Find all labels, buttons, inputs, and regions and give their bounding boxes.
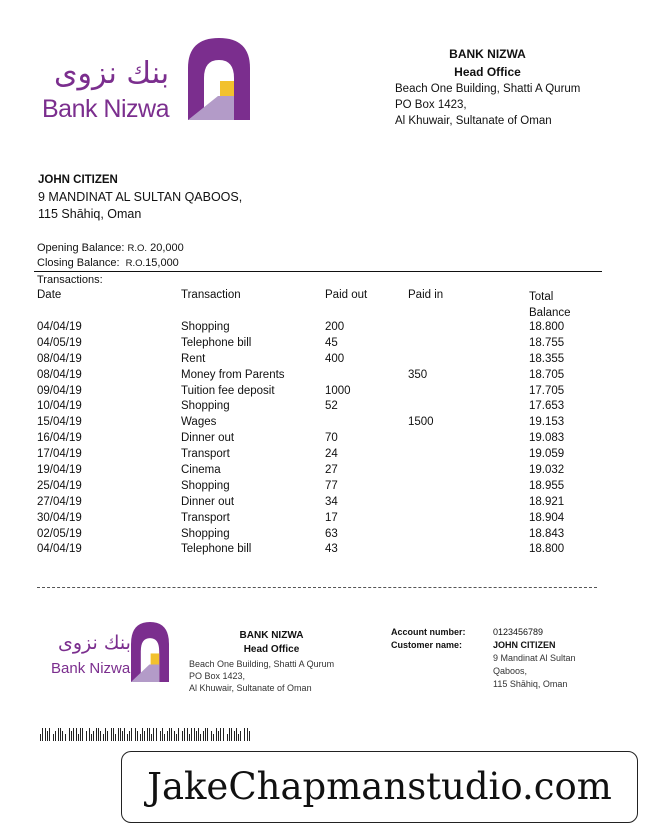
barcode-bar: [216, 728, 217, 741]
table-row: [37, 464, 609, 480]
cell-balance: 19.153: [529, 416, 565, 429]
barcode-bar: [118, 728, 119, 741]
cell-paid-out: 45: [325, 336, 338, 349]
barcode-bar: [120, 728, 121, 741]
cell-date: 02/05/19: [37, 527, 82, 540]
barcode-bar: [144, 731, 145, 741]
barcode-bar: [247, 728, 248, 741]
barcode-bar: [236, 728, 237, 741]
barcode-bar: [211, 731, 212, 741]
cell-date: 15/04/19: [37, 416, 82, 429]
tear-off-divider: [37, 587, 597, 588]
barcode-bar: [127, 734, 128, 741]
barcode-bar: [160, 731, 161, 741]
footer-bank-logo: [50, 622, 170, 684]
barcode-bar: [53, 734, 54, 741]
table-row: [37, 369, 609, 385]
logo-arch-mark: [188, 38, 250, 120]
barcode-bar: [42, 728, 43, 741]
barcode-bar: [213, 734, 214, 741]
table-row: [37, 543, 609, 559]
cell-date: 09/04/19: [37, 384, 82, 397]
barcode-bar: [171, 728, 172, 741]
table-row: [37, 400, 609, 416]
barcode-bar: [137, 731, 138, 741]
barcode-bar: [71, 731, 72, 741]
footer-customer-name: JOHN CITIZEN: [493, 640, 556, 650]
footer-customer-block: [493, 639, 576, 691]
table-row: [37, 385, 609, 401]
cell-transaction: Shopping: [181, 400, 230, 413]
cell-transaction: Shopping: [181, 527, 230, 540]
transactions-title: Transactions:: [37, 274, 103, 286]
customer-name-label: Customer name:: [391, 640, 463, 650]
footer-logo-english-text: Bank Nizwa: [51, 660, 131, 677]
bank-address-line: PO Box 1423,: [395, 99, 467, 111]
header-total: Total: [529, 291, 554, 303]
cell-paid-out: 1000: [325, 384, 351, 397]
footer-customer-address-line: Qaboos,: [493, 666, 528, 676]
balance-block: [37, 241, 184, 271]
customer-address-line: 115 Shāhiq, Oman: [38, 207, 142, 221]
cell-balance: 19.059: [529, 448, 565, 461]
barcode-bar: [207, 728, 208, 741]
cell-balance: 19.083: [529, 432, 565, 445]
table-row: [37, 480, 609, 496]
cell-paid-out: 70: [325, 432, 338, 445]
footer-customer-address-line: 9 Mandinat Al Sultan: [493, 653, 576, 663]
cell-paid-out: [325, 369, 408, 385]
barcode-bar: [189, 734, 190, 741]
barcode-bar: [240, 731, 241, 741]
cell-balance: 17.705: [529, 384, 565, 397]
cell-date: 08/04/19: [37, 368, 82, 381]
barcode-bar: [203, 731, 204, 741]
cell-paid-out: 34: [325, 495, 338, 508]
barcode-bar: [149, 728, 150, 741]
bank-logo: [40, 38, 255, 128]
closing-balance-value: 15,000: [145, 257, 179, 269]
cell-balance: 18.955: [529, 479, 565, 492]
customer-address-line: 9 MANDINAT AL SULTAN QABOOS,: [38, 190, 243, 204]
cell-balance: 18.921: [529, 495, 565, 508]
barcode-bar: [111, 728, 112, 741]
table-row: [37, 528, 609, 544]
cell-paid-in: [408, 321, 529, 337]
customer-block: [38, 172, 242, 223]
cell-date: 30/04/19: [37, 511, 82, 524]
cell-balance: 18.904: [529, 511, 565, 524]
footer-bank-address-line: Beach One Building, Shatti A Qurum: [189, 659, 335, 669]
barcode-bar: [45, 728, 46, 741]
table-row: [37, 321, 609, 337]
header-date: Date: [37, 289, 62, 301]
watermark-banner: [121, 751, 638, 823]
cell-paid-in: [408, 337, 529, 353]
opening-balance-label: Opening Balance:: [37, 242, 125, 254]
cell-paid-in: [408, 512, 529, 528]
account-number-label: Account number:: [391, 627, 466, 637]
barcode-bar: [73, 728, 74, 741]
logo-english-text: Bank Nizwa: [42, 95, 169, 123]
barcode-bar: [194, 728, 195, 741]
cell-balance: 18.355: [529, 352, 565, 365]
cell-paid-out: [325, 416, 408, 432]
header-total-balance: [529, 289, 609, 321]
barcode-bar: [164, 734, 165, 741]
cell-date: 08/04/19: [37, 352, 82, 365]
table-row: [37, 337, 609, 353]
cell-transaction: Wages: [181, 416, 217, 429]
cell-paid-in: [408, 464, 529, 480]
barcode-bar: [227, 734, 228, 741]
cell-balance: 18.705: [529, 368, 565, 381]
barcode-bar: [223, 728, 224, 741]
footer-customer-address-line: 115 Shāhiq, Oman: [493, 679, 568, 689]
cell-transaction: Telephone bill: [181, 543, 252, 556]
cell-transaction: Shopping: [181, 321, 230, 333]
footer-logo-arch-mark: [131, 622, 169, 682]
table-row: [37, 448, 609, 464]
opening-balance-value: 20,000: [150, 242, 184, 254]
barcode-bar: [91, 734, 92, 741]
barcode-bar: [147, 728, 148, 741]
footer-bank-office: Head Office: [243, 644, 300, 655]
cell-balance: 18.800: [529, 321, 565, 333]
barcode-bar: [238, 734, 239, 741]
cell-transaction: Transport: [181, 511, 230, 524]
transactions-body: [37, 321, 609, 559]
barcode-bar: [198, 728, 199, 741]
customer-name: JOHN CITIZEN: [38, 174, 118, 186]
barcode-bar: [80, 728, 81, 741]
cell-paid-in: [408, 448, 529, 464]
barcode-bar: [162, 728, 163, 741]
barcode-bar: [231, 728, 232, 741]
table-row: [37, 353, 609, 369]
bank-header: [395, 46, 595, 129]
cell-transaction: Dinner out: [181, 495, 235, 508]
closing-balance-currency: R.O.: [125, 258, 146, 269]
barcode-bar: [244, 728, 245, 741]
account-number-value: 0123456789: [493, 627, 544, 637]
barcode-bar: [55, 731, 56, 741]
barcode-bar: [169, 728, 170, 741]
closing-balance: [37, 256, 184, 271]
cell-paid-out: 52: [325, 400, 338, 413]
bank-name: BANK NIZWA: [449, 47, 526, 61]
cell-date: 16/04/19: [37, 432, 82, 445]
cell-transaction: Dinner out: [181, 432, 235, 445]
barcode-bar: [178, 728, 179, 741]
cell-date: 04/05/19: [37, 336, 82, 349]
barcode-bar: [58, 728, 59, 741]
cell-date: 17/04/19: [37, 448, 82, 461]
cell-paid-in: [408, 353, 529, 369]
cell-date: 25/04/19: [37, 479, 82, 492]
barcode-bar: [69, 728, 70, 741]
barcode-bar: [229, 728, 230, 741]
cell-paid-out: 24: [325, 448, 338, 461]
barcode-bar: [105, 728, 106, 741]
barcode-bar: [176, 734, 177, 741]
barcode-bar: [78, 734, 79, 741]
barcode-bar: [86, 731, 87, 741]
cell-paid-out: 200: [325, 321, 345, 333]
cell-balance: 18.843: [529, 527, 565, 540]
footer-bank-header: [189, 630, 359, 694]
cell-transaction: Shopping: [181, 479, 230, 492]
table-header-row: [37, 289, 609, 321]
barcode-bar: [107, 731, 108, 741]
cell-transaction: Money from Parents: [181, 368, 285, 381]
cell-paid-in: [408, 385, 529, 401]
header-paid-out: Paid out: [325, 289, 368, 301]
cell-paid-out: 400: [325, 352, 345, 365]
cell-paid-in: [408, 528, 529, 544]
barcode-bar: [218, 731, 219, 741]
barcode-bar: [191, 728, 192, 741]
barcode-bar: [135, 728, 136, 741]
table-row: [37, 416, 609, 432]
header-transaction: Transaction: [181, 289, 241, 301]
barcode-bar: [40, 734, 41, 741]
balance-divider: [34, 271, 602, 272]
cell-paid-in: [408, 496, 529, 512]
barcode-bar: [151, 734, 152, 741]
cell-paid-out: 43: [325, 543, 338, 556]
opening-balance-currency: R.O.: [127, 243, 148, 254]
cell-paid-in: 350: [408, 368, 428, 381]
barcode-bar: [184, 728, 185, 741]
cell-date: 04/04/19: [37, 543, 82, 556]
table-row: [37, 512, 609, 528]
bank-address-line: Al Khuwair, Sultanate of Oman: [395, 115, 552, 127]
barcode-bar: [182, 731, 183, 741]
cell-paid-in: 1500: [408, 416, 434, 429]
barcode-bar: [140, 734, 141, 741]
cell-date: 27/04/19: [37, 495, 82, 508]
cell-balance: 18.755: [529, 336, 565, 349]
barcode-bar: [113, 728, 114, 741]
cell-transaction: Rent: [181, 352, 206, 365]
closing-balance-label: Closing Balance:: [37, 257, 120, 269]
cell-transaction: Telephone bill: [181, 336, 252, 349]
barcode-bar: [167, 731, 168, 741]
barcode-bar: [234, 731, 235, 741]
cell-paid-out: 63: [325, 527, 338, 540]
barcode-bar: [205, 728, 206, 741]
cell-paid-out: 27: [325, 464, 338, 477]
barcode-bar: [47, 731, 48, 741]
barcode-bar: [89, 728, 90, 741]
barcode-bar: [124, 728, 125, 741]
bank-office: Head Office: [454, 65, 521, 79]
cell-paid-in: [408, 543, 529, 559]
cell-date: 10/04/19: [37, 400, 82, 413]
barcode: [40, 728, 255, 742]
barcode-bar: [196, 731, 197, 741]
barcode-bar: [93, 731, 94, 741]
cell-paid-out: 17: [325, 511, 338, 524]
cell-transaction: Tuition fee deposit: [181, 384, 275, 397]
cell-transaction: Transport: [181, 448, 230, 461]
footer-bank-address-line: PO Box 1423,: [189, 671, 246, 681]
barcode-bar: [200, 734, 201, 741]
footer-bank-address-line: Al Khuwair, Sultanate of Oman: [189, 683, 312, 693]
cell-paid-in: [408, 480, 529, 496]
cell-balance: 17.653: [529, 400, 565, 413]
barcode-bar: [187, 728, 188, 741]
barcode-bar: [96, 728, 97, 741]
barcode-bar: [153, 728, 154, 741]
footer-logo-arabic-text: بنك نزوى: [58, 632, 131, 654]
barcode-bar: [65, 734, 66, 741]
opening-balance: [37, 241, 184, 256]
barcode-bar: [249, 731, 250, 741]
cell-transaction: Cinema: [181, 464, 221, 477]
footer-bank-name: BANK NIZWA: [239, 630, 304, 641]
barcode-bar: [49, 728, 50, 741]
barcode-bar: [82, 728, 83, 741]
cell-date: 19/04/19: [37, 464, 82, 477]
barcode-bar: [98, 728, 99, 741]
barcode-bar: [100, 731, 101, 741]
transactions-table: [37, 289, 609, 559]
barcode-bar: [122, 731, 123, 741]
header-balance: Balance: [529, 307, 571, 319]
table-row: [37, 496, 609, 512]
cell-date: 04/04/19: [37, 321, 82, 333]
header-paid-in: Paid in: [408, 289, 444, 301]
barcode-bar: [60, 728, 61, 741]
barcode-bar: [115, 734, 116, 741]
cell-paid-in: [408, 432, 529, 448]
table-row: [37, 432, 609, 448]
barcode-bar: [129, 731, 130, 741]
barcode-bar: [142, 728, 143, 741]
cell-balance: 19.032: [529, 464, 565, 477]
barcode-bar: [103, 734, 104, 741]
cell-paid-out: 77: [325, 479, 338, 492]
watermark-text: JakeChapmanstudio.com: [147, 765, 612, 808]
barcode-bar: [62, 731, 63, 741]
barcode-bar: [220, 728, 221, 741]
bank-address-line: Beach One Building, Shatti A Qurum: [395, 83, 581, 95]
logo-arabic-text: بنك نزوى: [54, 56, 170, 91]
barcode-bar: [76, 728, 77, 741]
barcode-bar: [156, 728, 157, 741]
barcode-bar: [131, 728, 132, 741]
cell-paid-in: [408, 400, 529, 416]
cell-balance: 18.800: [529, 543, 565, 556]
barcode-bar: [174, 731, 175, 741]
